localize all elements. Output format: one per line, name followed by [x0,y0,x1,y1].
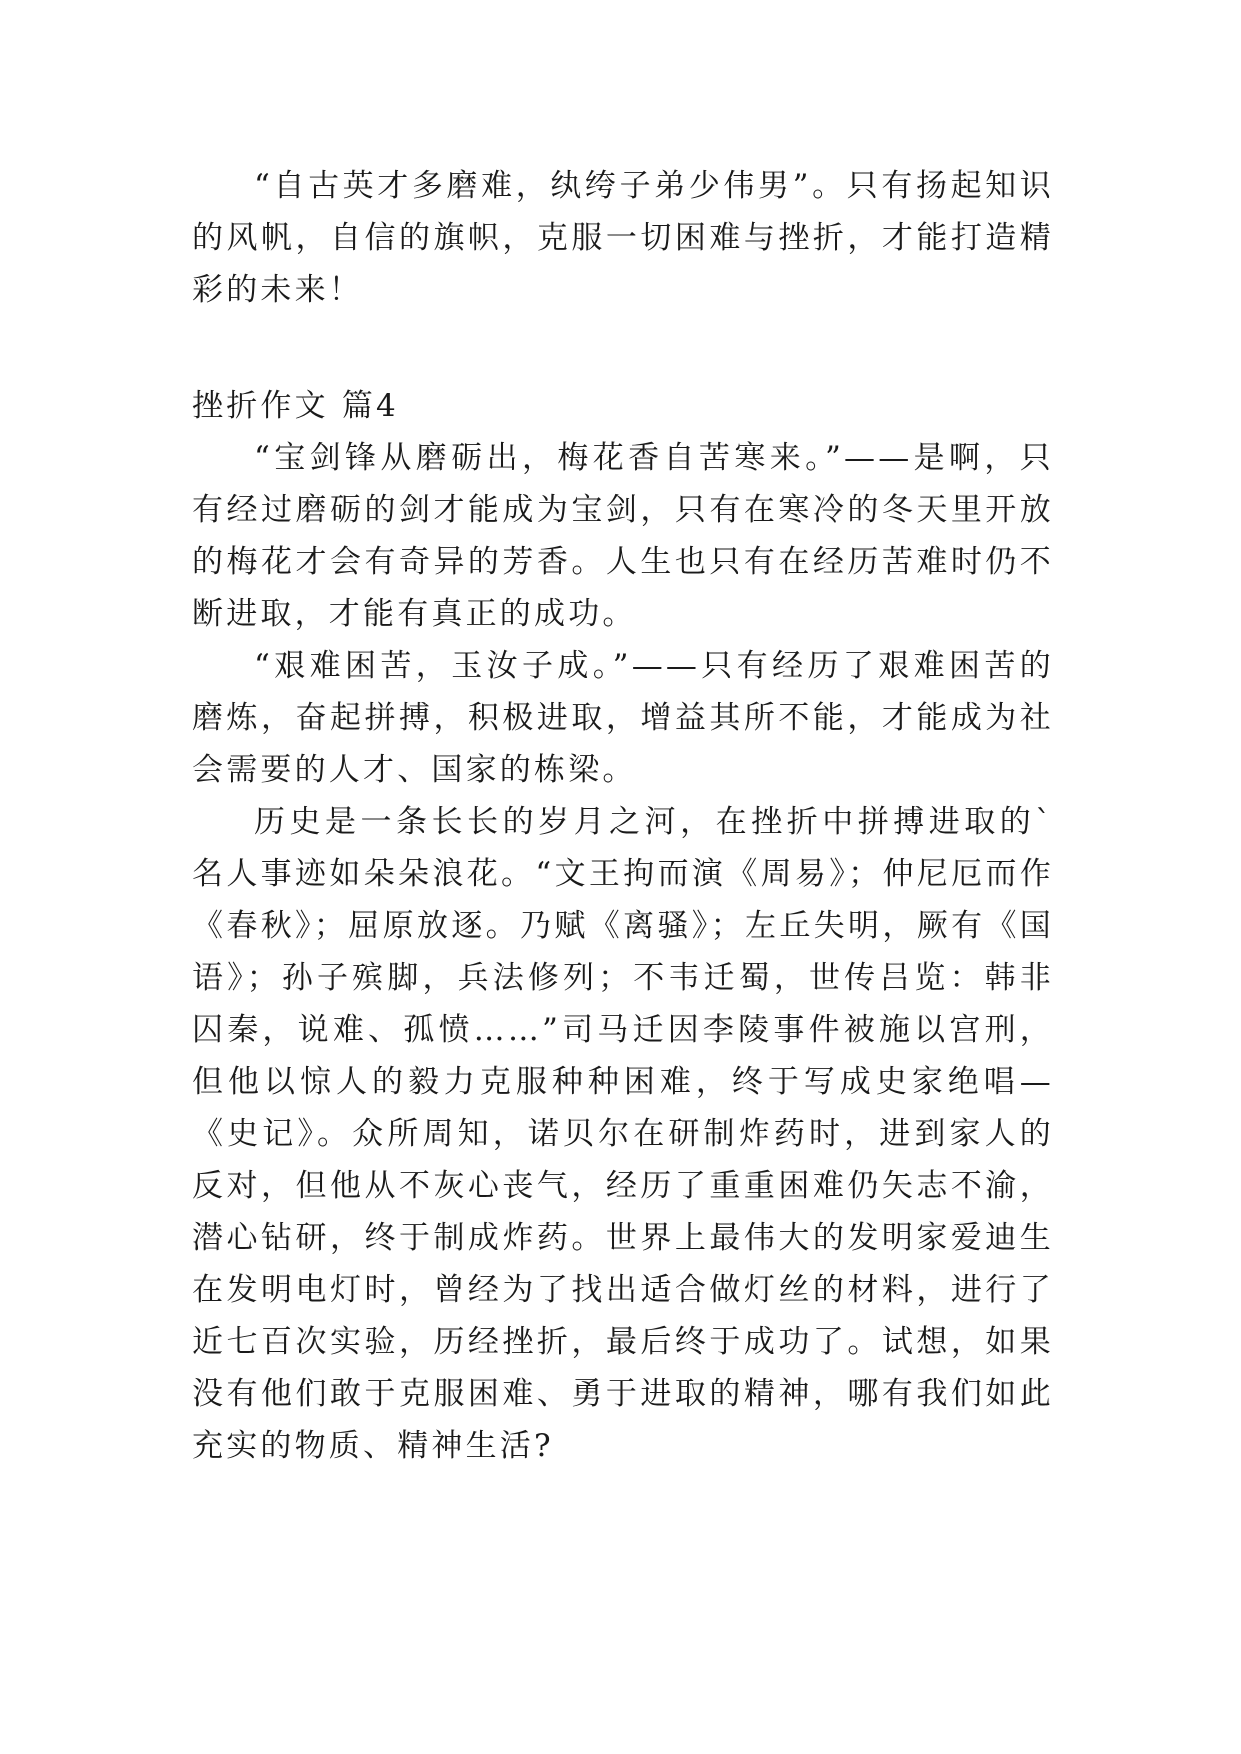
body-paragraph-3: 历史是一条长长的岁月之河，在挫折中拼搏进取的`名人事迹如朵朵浪花。“文王拘而演《周易》；仲尼厄而作《春秋》；屈原放逐。乃赋《离骚》；左丘失明，厥有《国语》；孙子殡脚，兵法修列；不韦迁蜀，世传吕览：韩非囚秦，说难、孤愤……”司马迁因李陵事件被施以宫刑，但他以惊人的毅力克服种种困难，终于写成史家绝唱—《史记》。众所周知，诺贝尔在研制炸药时，进到家人的反对，但他从不灰心丧气，经历了重重困难仍矢志不渝，潜心钻研，终于制成炸药。世界上最伟大的发明家爱迪生在发明电灯时，曾经为了找出适合做灯丝的材料，进行了近七百次实验，历经挫折，最后终于成功了。试想，如果没有他们敢于克服困难、勇于进取的精神，哪有我们如此充实的物质、精神生活? [192,804,1054,1464]
section-heading: 挫折作文 篇4 [192,388,399,424]
intro-paragraph: “自古英才多磨难，纨绔子弟少伟男”。只有扬起知识的风帆，自信的旗帜，克服一切困难与挫折，才能打造精彩的未来！ [192,168,1054,308]
body-paragraph-2: “艰难困苦，玉汝子成。”——只有经历了艰难困苦的磨炼，奋起拼搏，积极进取，增益其所不能，才能成为社会需要的人才、国家的栋梁。 [192,648,1054,788]
body-paragraph-1: “宝剑锋从磨砺出，梅花香自苦寒来。”——是啊，只有经过磨砺的剑才能成为宝剑，只有在寒冷的冬天里开放的梅花才会有奇异的芳香。人生也只有在经历苦难时仍不断进取，才能有真正的成功。 [192,440,1054,632]
document-body [192,160,1054,1472]
